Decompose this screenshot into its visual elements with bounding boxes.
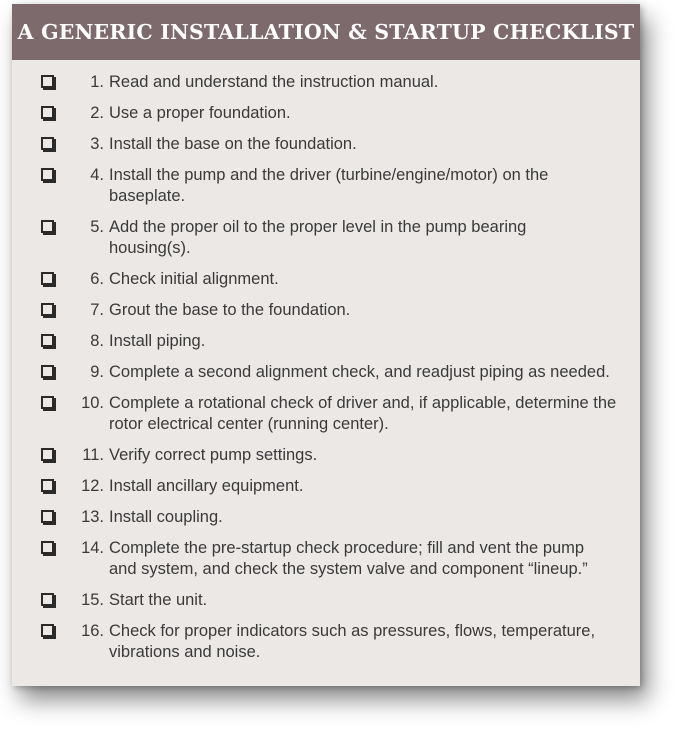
checklist-item-1 (12, 72, 640, 93)
checklist-item-10 (12, 393, 640, 435)
checklist-item-4 (12, 165, 640, 207)
item-text: Complete the pre-startup check procedure; fill and vent the pump and system, and check the system valve and component “lineup.” (109, 539, 588, 578)
checklist-card (12, 4, 640, 686)
item-text: Grout the base to the foundation. (109, 301, 351, 319)
checklist-item-3 (12, 134, 640, 155)
item-number: 7. (90, 301, 104, 319)
item-number: 9. (90, 363, 104, 381)
checkbox-icon[interactable] (41, 106, 54, 119)
checklist-item-2 (12, 103, 640, 124)
checkbox-icon[interactable] (41, 448, 54, 461)
item-text: Use a proper foundation. (109, 104, 291, 122)
item-number: 14. (81, 539, 104, 557)
checklist-item-15 (12, 590, 640, 611)
item-number: 8. (90, 332, 104, 350)
item-text: Complete a rotational check of driver and, if applicable, determine the rotor electrical center (running center). (109, 394, 617, 433)
checklist-item-6 (12, 269, 640, 290)
item-text: Verify correct pump settings. (109, 446, 318, 464)
item-text: Add the proper oil to the proper level in the pump bearing housing(s). (109, 218, 527, 257)
checkbox-icon[interactable] (41, 168, 54, 181)
checklist-item-7 (12, 300, 640, 321)
checkbox-icon[interactable] (41, 365, 54, 378)
checkbox-icon[interactable] (41, 137, 54, 150)
item-number: 1. (90, 73, 104, 91)
checklist-item-12 (12, 476, 640, 497)
item-number: 12. (81, 477, 104, 495)
checklist-list (12, 72, 640, 673)
item-text: Install piping. (109, 332, 206, 350)
checklist-item-8 (12, 331, 640, 352)
checkbox-icon[interactable] (41, 510, 54, 523)
checklist-item-9 (12, 362, 640, 383)
item-number: 10. (81, 394, 104, 412)
item-number: 11. (82, 446, 104, 464)
item-text: Start the unit. (109, 591, 208, 609)
item-text: Install the pump and the driver (turbine/engine/motor) on the baseplate. (109, 166, 549, 205)
checkbox-icon[interactable] (41, 479, 54, 492)
item-text: Check initial alignment. (109, 270, 279, 288)
checklist-item-5 (12, 217, 640, 259)
checklist-title: A GENERIC INSTALLATION & STARTUP CHECKLIST (17, 20, 635, 44)
checkbox-icon[interactable] (41, 220, 54, 233)
checkbox-icon[interactable] (41, 272, 54, 285)
item-text: Install ancillary equipment. (109, 477, 304, 495)
checklist-item-16 (12, 621, 640, 663)
checkbox-icon[interactable] (41, 593, 54, 606)
item-text: Read and understand the instruction manual. (109, 73, 439, 91)
item-text: Install coupling. (109, 508, 223, 526)
item-number: 13. (81, 508, 104, 526)
item-text: Complete a second alignment check, and readjust piping as needed. (109, 363, 610, 381)
checkbox-icon[interactable] (41, 303, 54, 316)
checklist-item-11 (12, 445, 640, 466)
item-number: 16. (81, 622, 104, 640)
checklist-header (12, 4, 640, 60)
checkbox-icon[interactable] (41, 396, 54, 409)
item-number: 4. (90, 166, 104, 184)
checklist-item-14 (12, 538, 640, 580)
item-number: 6. (90, 270, 104, 288)
item-number: 3. (90, 135, 104, 153)
item-text: Install the base on the foundation. (109, 135, 357, 153)
checkbox-icon[interactable] (41, 541, 54, 554)
item-number: 5. (90, 218, 104, 236)
item-text: Check for proper indicators such as pressures, flows, temperature, vibrations and noise. (109, 622, 596, 661)
item-number: 15. (81, 591, 104, 609)
checkbox-icon[interactable] (41, 75, 54, 88)
checkbox-icon[interactable] (41, 334, 54, 347)
checklist-item-13 (12, 507, 640, 528)
checkbox-icon[interactable] (41, 624, 54, 637)
item-number: 2. (90, 104, 104, 122)
